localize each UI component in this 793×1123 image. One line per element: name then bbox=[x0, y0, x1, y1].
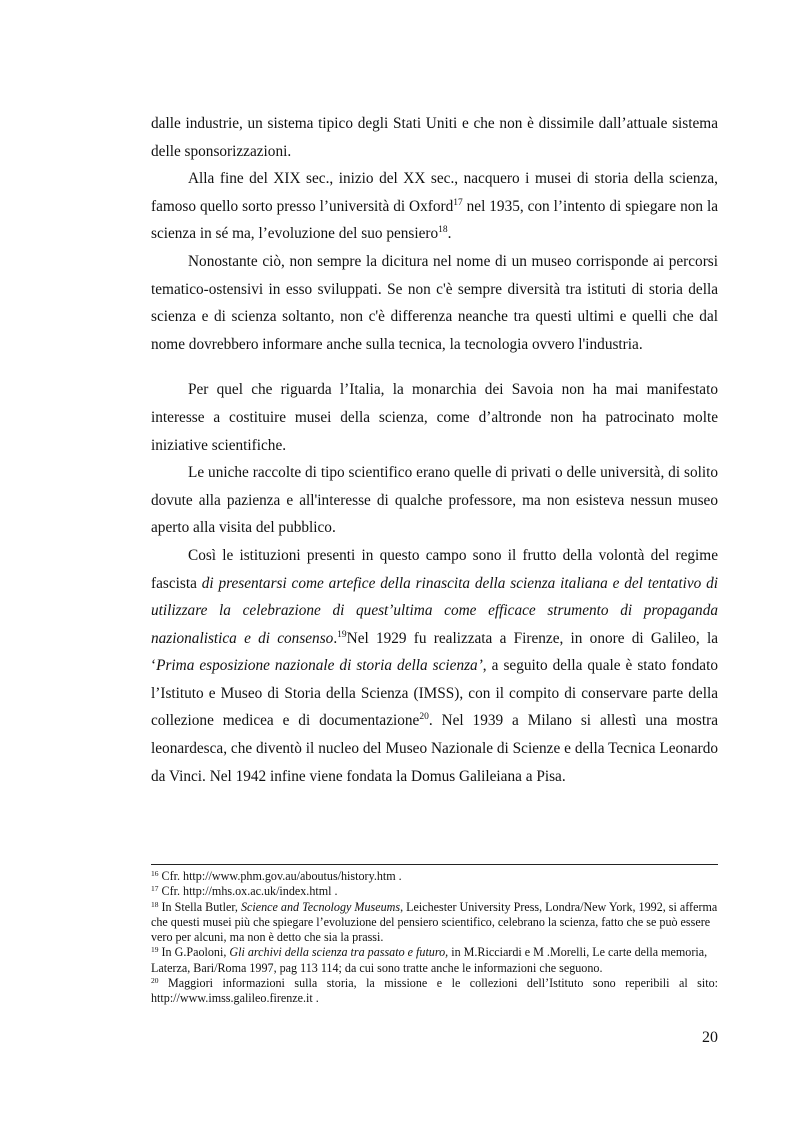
footnote-ref-19: 19 bbox=[337, 629, 347, 640]
paragraph-6-text-c: . bbox=[333, 629, 338, 647]
footnote-18 bbox=[151, 900, 718, 946]
footnote-ref-17: 17 bbox=[453, 197, 463, 208]
footnote-ref-18: 18 bbox=[438, 225, 448, 236]
paragraph-6-text-f: , a seguito della quale è stato fondato l’Istituto e Museo di Storia della Scienza (IMSS), con il compito di conservare parte della collezione medicea e di documentazione bbox=[151, 657, 718, 730]
paragraph-6-text-a: Così le istituzioni presenti in questo campo sono il frutto della volontà del regime fascista bbox=[151, 546, 718, 592]
paragraph-6 bbox=[151, 542, 718, 790]
footnote-18-text-a: In Stella Butler, bbox=[158, 899, 241, 914]
paragraph-2 bbox=[151, 165, 718, 248]
paragraph-1: dalle industrie, un sistema tipico degli Stati Uniti e che non è dissimile dall’attuale sistema delle sponsorizzazioni. bbox=[151, 115, 718, 160]
footnote-18-text-c: , Leichester University Press, Londra/New York, 1992, si afferma che questi musei più che spiegare l’evoluzione del pensiero scientifico, celebrano la scienza, fatto che se può essere vero per alcuni, ma non è detto che sia la prassi. bbox=[151, 899, 718, 945]
page-number: 20 bbox=[702, 1029, 718, 1046]
footnote-16-text: Cfr. http://www.phm.gov.au/aboutus/history.htm . bbox=[158, 869, 402, 883]
footnote-19 bbox=[151, 945, 718, 976]
paragraph-2-text-c: . bbox=[447, 225, 452, 243]
footnote-17-number: 17 bbox=[151, 884, 159, 894]
paragraph-6-text-d: Nel 1929 fu realizzata a Firenze, in onore di Galileo, la ‘ bbox=[151, 629, 718, 675]
paragraph-6-text-g: . Nel 1939 a Milano si allestì una mostra leonardesca, che diventò il nucleo del Museo Nazionale di Scienze e della Tecnica Leonardo da Vinci. Nel 1942 infine viene fondata la Domus Galileiana a Pisa. bbox=[151, 712, 718, 785]
footnotes bbox=[151, 869, 718, 1007]
paragraph-2-text-b: nel 1935, con l’intento di spiegare non la scienza in sé ma, l’evoluzione del suo pensiero bbox=[151, 197, 718, 243]
footnote-18-number: 18 bbox=[151, 899, 159, 909]
body-text bbox=[151, 110, 718, 790]
footnote-20 bbox=[151, 976, 718, 1007]
footnote-19-text-c: in M.Ricciardi e M .Morelli, Le carte della memoria, Laterza, Bari/Roma 1997, pag 113 114; da cui sono tratte anche le informazioni che seguono. bbox=[151, 945, 708, 975]
paragraph-6-italic-title: Prima esposizione nazionale di storia della scienza’ bbox=[156, 657, 483, 675]
footnote-16 bbox=[151, 869, 718, 884]
footnote-18-book-title: Science and Tecnology Museums bbox=[240, 899, 401, 914]
paragraph-gap bbox=[151, 358, 718, 376]
footnote-separator bbox=[151, 864, 718, 865]
footnote-16-number: 16 bbox=[151, 869, 159, 878]
paragraph-5: Le uniche raccolte di tipo scientifico erano quelle di privati o delle università, di solito dovute alla pazienza e all'interesse di qualche professore, ma non esisteva nessun museo aperto alla visita del pubblico. bbox=[151, 464, 718, 537]
paragraph-2-text-a: Alla fine del XIX sec., inizio del XX sec., nacquero i musei di storia della scienza, famoso quello sorto presso l’università di Oxford bbox=[151, 170, 718, 215]
footnote-19-book-title: Gli archivi della scienza tra passato e futuro, bbox=[229, 945, 449, 960]
footnote-ref-20: 20 bbox=[419, 712, 429, 723]
footnote-17-text: Cfr. http://mhs.ox.ac.uk/index.html . bbox=[158, 884, 338, 899]
footnote-20-text: Maggiori informazioni sulla storia, la missione e le collezioni dell’Istituto sono reperibili al sito: http://www.imss.galileo.firenze.it . bbox=[151, 976, 718, 1006]
footnote-19-text-a: In G.Paoloni, bbox=[158, 945, 230, 960]
footnote-20-number: 20 bbox=[151, 976, 159, 986]
paragraph-4: Per quel che riguarda l’Italia, la monarchia dei Savoia non ha mai manifestato interesse a costituire musei della scienza, come d’altronde non ha patrocinato molte iniziative scientifiche. bbox=[151, 381, 718, 454]
footnote-19-number: 19 bbox=[151, 945, 159, 955]
footnote-17 bbox=[151, 884, 718, 899]
paragraph-6-italic-quote: di presentarsi come artefice della rinascita della scienza italiana e del tentativo di utilizzare la celebrazione di quest’ultima come efficace strumento di propaganda nazionalistica e di consenso bbox=[151, 574, 719, 647]
paragraph-3: Nonostante ciò, non sempre la dicitura nel nome di un museo corrisponde ai percorsi tematico-ostensivi in esso sviluppati. Se non c'è sempre diversità tra istituti di storia della scienza e di scienza soltanto, non c'è differenza neanche tra questi ultimi e quelli che dal nome dovrebbero informare anche sulla tecnica, la tecnologia ovvero l'industria. bbox=[151, 252, 718, 353]
